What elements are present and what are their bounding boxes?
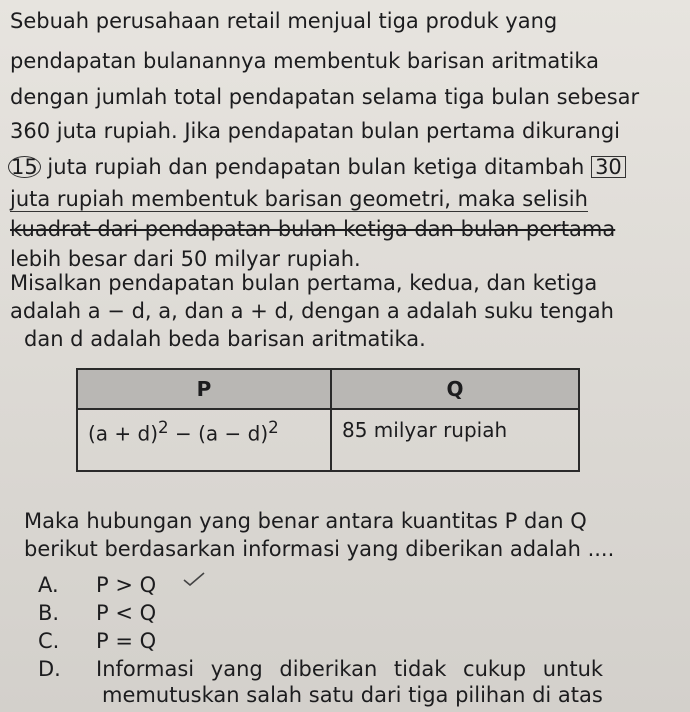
problem-line-2: pendapatan bulanannya membentuk barisan aritmatika	[10, 49, 600, 73]
cell-q: 85 milyar rupiah	[331, 409, 579, 471]
header-p: P	[77, 369, 331, 409]
option-c[interactable]	[38, 628, 156, 654]
option-d[interactable]	[38, 656, 678, 708]
problem-line-5-text: juta rupiah dan pendapatan bulan ketiga ditambah	[47, 155, 585, 179]
problem-line-8: lebih besar dari 50 milyar rupiah.	[10, 247, 361, 271]
struck-text: kuadrat dari pendapatan bulan ketiga dan bulan pertama	[10, 217, 616, 241]
option-c-letter: C.	[38, 629, 60, 653]
problem-line-1: Sebuah perusahaan retail menjual tiga produk yang	[10, 9, 558, 33]
underlined-text: juta rupiah membentuk barisan geometri, maka selisih	[10, 187, 588, 211]
option-a-text: P > Q	[96, 573, 157, 597]
option-d-text-continued: memutuskan salah satu dari tiga pilihan di atas	[102, 683, 603, 707]
problem-line-6	[10, 186, 674, 212]
option-c-text: P = Q	[96, 629, 157, 653]
hint-line-1: Misalkan pendapatan bulan pertama, kedua, dan ketiga	[10, 271, 598, 295]
circled-number-15: 15	[8, 156, 41, 178]
cell-p	[77, 409, 331, 471]
problem-line-7	[10, 216, 674, 242]
problem-line-4: 360 juta rupiah. Jika pendapatan bulan pertama dikurangi	[10, 119, 621, 143]
question-line-2: berikut berdasarkan informasi yang diberikan adalah ....	[24, 537, 615, 561]
hint-line-3: dan d adalah beda barisan aritmatika.	[24, 327, 426, 351]
option-a-letter: A.	[38, 573, 59, 597]
option-d-text: Informasi yang diberikan tidak cukup untuk	[96, 657, 604, 681]
table-header-row	[77, 369, 579, 409]
problem-line-5	[8, 154, 678, 180]
option-b[interactable]	[38, 600, 156, 626]
p-exponent-2: 2	[268, 418, 279, 437]
option-a[interactable]	[38, 572, 156, 598]
option-b-text: P < Q	[96, 601, 157, 625]
header-q: Q	[331, 369, 579, 409]
checkmark-icon	[183, 572, 205, 586]
p-expr-base: (a + d)	[88, 421, 159, 446]
boxed-number-30: 30	[591, 156, 626, 178]
p-expr-mid: − (a − d)	[168, 421, 269, 446]
comparison-table	[76, 368, 580, 472]
problem-line-3: dengan jumlah total pendapatan selama tiga bulan sebesar	[10, 85, 640, 109]
p-exponent-1: 2	[158, 418, 169, 437]
option-b-letter: B.	[38, 601, 60, 625]
option-d-letter: D.	[38, 657, 61, 681]
hint-line-2: adalah a − d, a, dan a + d, dengan a adalah suku tengah	[10, 299, 614, 323]
table-row	[77, 409, 579, 471]
question-line-1: Maka hubungan yang benar antara kuantitas P dan Q	[24, 509, 587, 533]
